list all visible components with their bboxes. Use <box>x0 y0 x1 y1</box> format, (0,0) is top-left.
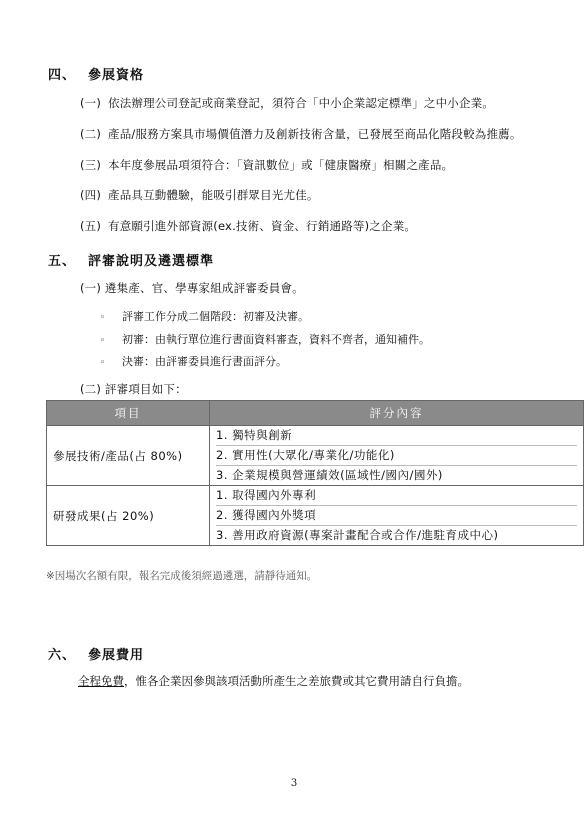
criterion: 3. 善用政府資源(專案計畫配合或合作/進駐育成中心) <box>216 525 577 545</box>
bullet-mark: ◦ <box>100 358 106 368</box>
criterion: 1. 獨特與創新 <box>216 428 293 442</box>
table-header-row <box>47 401 584 426</box>
section-5-heading <box>48 250 214 269</box>
section-6-number: 六、 <box>48 648 77 663</box>
eligibility-item-2: (二) 產品/服務方案具市場價值潛力及創新技術含量，已發展至商品化階段較為推薦。 <box>80 127 522 141</box>
bullet-mark: ◦ <box>100 313 106 323</box>
section-6-title: 參展費用 <box>88 648 145 663</box>
review-bullet-1: ◦ 評審工作分成二個階段：初審及決審。 <box>100 310 309 323</box>
fee-detail-text: ，惟各企業因參與該項活動所產生之差旅費或其它費用請自行負擔。 <box>124 674 469 688</box>
eligibility-item-1: (一) 依法辦理公司登記或商業登記，須符合「中小企業認定標準」之中小企業。 <box>80 96 495 110</box>
criterion: 2. 實用性(大眾化/專業化/功能化) <box>216 445 577 465</box>
table-header-item: 項目 <box>47 401 210 426</box>
bullet-mark: ◦ <box>100 336 106 346</box>
table-cell-criteria <box>210 426 584 486</box>
section-5-title: 評審說明及遴選標準 <box>88 254 215 269</box>
table-row <box>47 426 584 486</box>
section-4-title: 參展資格 <box>88 68 145 83</box>
eligibility-item-4: (四) 產品具互動體驗，能吸引群眾目光尤佳。 <box>80 188 319 202</box>
section-4-heading <box>48 64 144 83</box>
table-cell-category: 參展技術/產品(占 80%) <box>47 426 210 486</box>
criterion: 2. 獲得國內外獎項 <box>216 505 577 525</box>
section-4-number: 四、 <box>48 68 77 83</box>
selection-note: ※因場次名額有限，報名完成後須經過遴選，請靜待通知。 <box>46 570 318 582</box>
review-item-1: (一) 遴集產、官、學專家組成評審委員會。 <box>80 281 304 295</box>
free-of-charge-text: 全程免費 <box>78 674 124 688</box>
page-number: 3 <box>290 778 298 789</box>
fee-statement <box>78 673 469 689</box>
table-cell-category: 研發成果(占 20%) <box>47 486 210 546</box>
criterion: 3. 企業規模與營運績效(區域性/國內/國外) <box>216 465 577 485</box>
table-cell-criteria <box>210 486 584 546</box>
evaluation-table <box>46 400 584 546</box>
table-header-scoring: 評分內容 <box>210 401 584 426</box>
review-bullet-3: ◦ 決審：由評審委員進行書面評分。 <box>100 355 287 368</box>
review-item-2: (二) 評審項目如下： <box>80 382 187 396</box>
section-6-heading <box>48 644 144 663</box>
review-bullet-2: ◦ 初審：由執行單位進行書面資料審查，資料不齊者，通知補件。 <box>100 333 430 346</box>
eligibility-item-3: (三) 本年度參展品項須符合：「資訊數位」或「健康醫療」相關之產品。 <box>80 158 454 172</box>
section-5-number: 五、 <box>48 254 77 269</box>
table-row <box>47 486 584 546</box>
eligibility-item-5: (五) 有意願引進外部資源(ex.技術、資金、行銷通路等)之企業。 <box>80 219 417 233</box>
criterion: 1. 取得國內外專利 <box>216 488 317 502</box>
